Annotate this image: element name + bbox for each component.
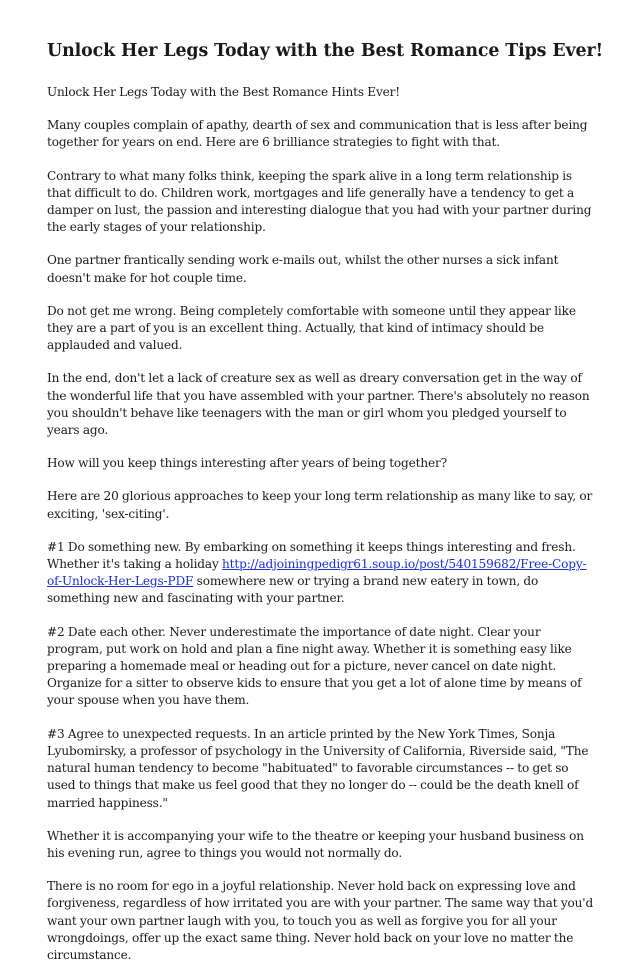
paragraph-one-partner: One partner frantically sending work e-mails out, whilst the other nurses a sick infant doesn't make for hot couple time. [47, 253, 559, 285]
tip-1-text-after: somewhere new or trying a brand new eatery in town, do something new and fascinating with your partner. [47, 574, 539, 606]
document-title: Unlock Her Legs Today with the Best Romance Tips Ever! [47, 41, 604, 61]
paragraph-in-the-end: In the end, don't let a lack of creature sex as well as dreary conversation get in the way of the wonderful life that you have assembled with your partner. There's absolutely no reason you shouldn't behave like teenagers with the man or girl whom you pledged yourself to years ago. [47, 371, 590, 438]
paragraph-question: How will you keep things interesting after years of being together? [47, 456, 447, 471]
soup-io-pdf-link[interactable]: http://adjoiningpedigr61.soup.io/post/540159682/Free-Copy-of-Unlock-Her-Legs-PDF [47, 557, 587, 589]
paragraph-subtitle: Unlock Her Legs Today with the Best Romance Hints Ever! [47, 85, 400, 99]
paragraph-tip-1 [47, 539, 595, 608]
paragraph-accompanying: Whether it is accompanying your wife to the theatre or keeping your husband business on his evening run, agree to things you would not normally do. [47, 828, 584, 860]
paragraph-tip-3: #3 Agree to unexpected requests. In an article printed by the New York Times, Sonja Lyubomirsky, a professor of psychology in the University of California, Riverside said, "The natural human tendency to become "habituated" to favorable circumstances -- to get so used to things that make us feel good that they no longer do -- could be the death knell of married happiness." [47, 726, 589, 810]
paragraph-intro: Many couples complain of apathy, dearth of sex and communication that is less after being together for years on end. Here are 6 brilliance strategies to fight with that. [47, 118, 588, 150]
paragraph-tip-2: #2 Date each other. Never underestimate the importance of date night. Clear your program, put work on hold and plan a fine night away. Whether it is something easy like preparing a homemade meal or heading out for a picture, never cancel on date night. Organize for a sitter to observe kids to ensure that you get a lot of alone time by means of your spouse when you have them. [47, 624, 582, 708]
paragraph-no-ego: There is no room for ego in a joyful relationship. Never hold back on expressing love and forgiveness, regardless of how irritated you are with your partner. The same way that you'd want your own partner laugh with you, to touch you as well as forgive you for all your wrongdoings, offer up the exact same thing. Never hold back on your love no matter the circumstance. [47, 879, 594, 962]
tip-1-text-before: #1 Do something new. By embarking on something it keeps things interesting and fresh. Whether it's taking a holiday [47, 539, 576, 572]
document-page [47, 40, 604, 980]
paragraph-contrary: Contrary to what many folks think, keeping the spark alive in a long term relationship is that difficult to do. Children work, mortgages and life generally have a tendency to get a damper on lust, the passion and interesting dialogue that you had with your partner during the early stages of your relationship. [47, 168, 592, 235]
paragraph-dont-get-wrong: Do not get me wrong. Being completely comfortable with someone until they appear like they are a part of you is an excellent thing. Actually, that kind of intimacy should be applauded and valued. [47, 303, 576, 353]
paragraph-approaches: Here are 20 glorious approaches to keep your long term relationship as many like to say, or exciting, 'sex-citing'. [47, 489, 593, 521]
